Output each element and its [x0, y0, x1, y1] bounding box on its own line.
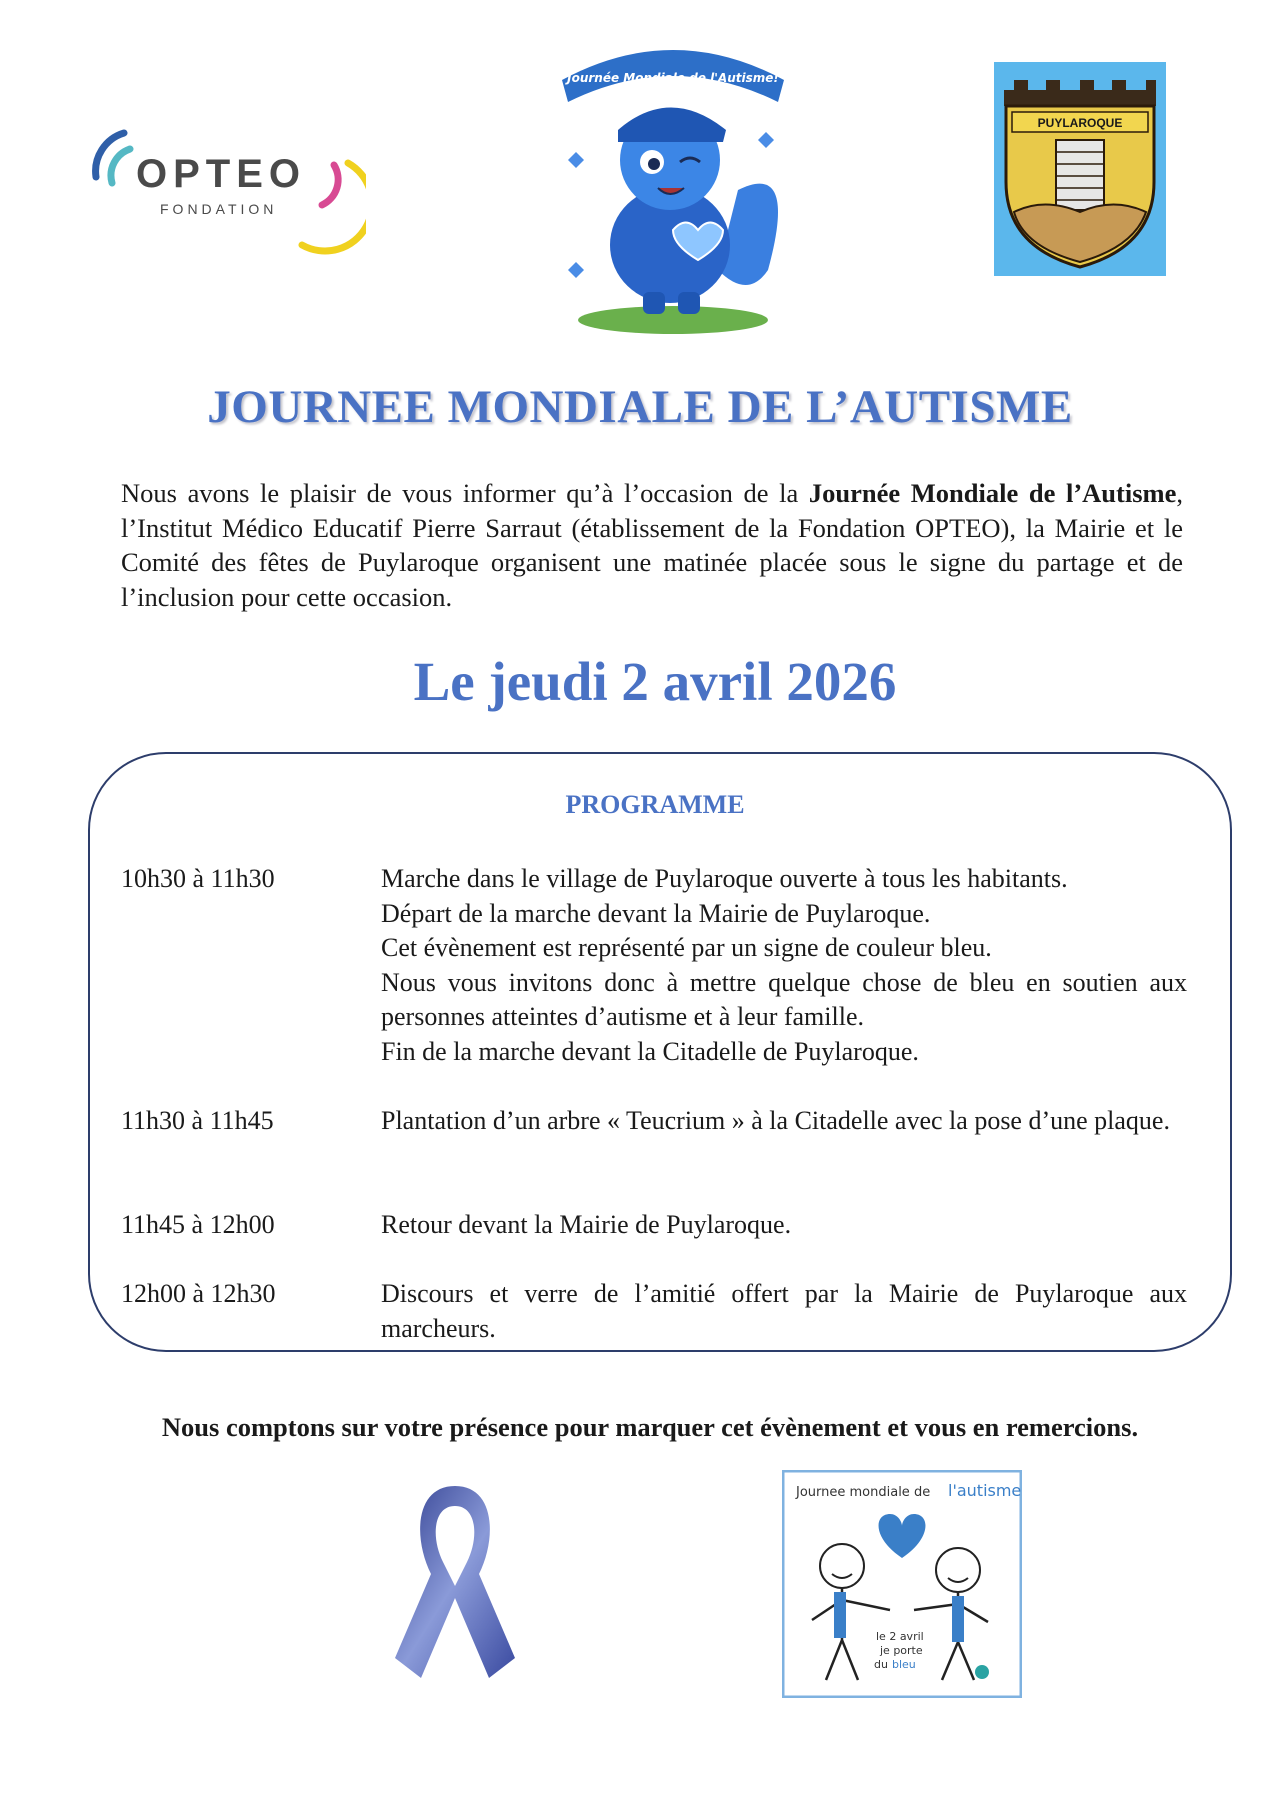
opteo-name: OPTEO	[136, 152, 307, 196]
programme-time: 10h30 à 11h30	[121, 864, 275, 893]
programme-row	[121, 1104, 1187, 1139]
intro-text-1: Nous avons le plaisir de vous informer qu’à l’occasion de la	[121, 478, 809, 508]
programme-time: 11h30 à 11h45	[121, 1106, 274, 1135]
intro-bold-event: Journée Mondiale de l’Autisme	[808, 478, 1177, 508]
programme-time: 11h45 à 12h00	[121, 1210, 275, 1239]
badge-heading-b: l'autisme	[948, 1481, 1022, 1500]
awareness-ribbon-icon	[385, 1478, 525, 1688]
programme-line: Nous vous invitons donc à mettre quelque chose de bleu en soutien aux personnes atteintes d’autisme et à leur famille.	[381, 967, 1187, 1031]
programme-line: Cet évènement est représenté par un signe de couleur bleu.	[381, 933, 992, 962]
blue-day-badge-image	[782, 1470, 1022, 1698]
programme-line: Marche dans le village de Puylaroque ouverte à tous les habitants.	[381, 864, 1068, 893]
programme-time: 12h00 à 12h30	[121, 1279, 276, 1308]
opteo-logo	[86, 105, 366, 255]
badge-line-2: je porte	[880, 1644, 923, 1657]
intro-text-2: , l’Institut Médico Educatif Pierre Sarraut (établissement de la Fondation OPTEO), la Mairie et le Comité des fêtes de Puylaroque organisent une matinée placée sous le signe du partage et de l’inclusion pour cette occasion.	[121, 478, 1183, 612]
programme-desc: Plantation d’un arbre « Teucrium » à la Citadelle avec la pose d’une plaque.	[381, 1106, 1170, 1135]
programme-row	[121, 1277, 1187, 1346]
programme-desc: Retour devant la Mairie de Puylaroque.	[381, 1210, 792, 1239]
closing-note: Nous comptons sur votre présence pour marquer cet évènement et vous en remercions.	[161, 1412, 1139, 1442]
programme-desc	[381, 862, 1187, 1069]
badge-line-4: bleu	[892, 1658, 916, 1671]
badge-line-3: du	[874, 1658, 888, 1671]
puylaroque-crest-image	[994, 62, 1166, 276]
programme-line: Départ de la marche devant la Mairie de Puylaroque.	[381, 898, 931, 928]
page-title: JOURNEE MONDIALE DE L’AUTISME	[207, 381, 1073, 433]
programme-row	[121, 1208, 1187, 1243]
badge-line-1: le 2 avril	[876, 1630, 924, 1643]
programme-desc: Discours et verre de l’amitié offert par la Mairie de Puylaroque aux marcheurs.	[381, 1279, 1187, 1343]
intro-paragraph	[121, 476, 1183, 614]
programme-title: PROGRAMME	[565, 790, 745, 819]
event-date: Le jeudi 2 avril 2026	[413, 651, 897, 712]
opteo-sub: FONDATION	[160, 201, 278, 217]
squirrel-mascot-image	[548, 30, 798, 340]
programme-line: Fin de la marche devant la Citadelle de Puylaroque.	[381, 1036, 919, 1066]
crest-name: PUYLAROQUE	[1037, 116, 1123, 130]
programme-row	[121, 862, 1187, 1069]
badge-heading-a: Journee mondiale de	[796, 1485, 931, 1500]
mascot-banner-text: Journée Mondiale de l'Autisme!	[567, 71, 779, 85]
